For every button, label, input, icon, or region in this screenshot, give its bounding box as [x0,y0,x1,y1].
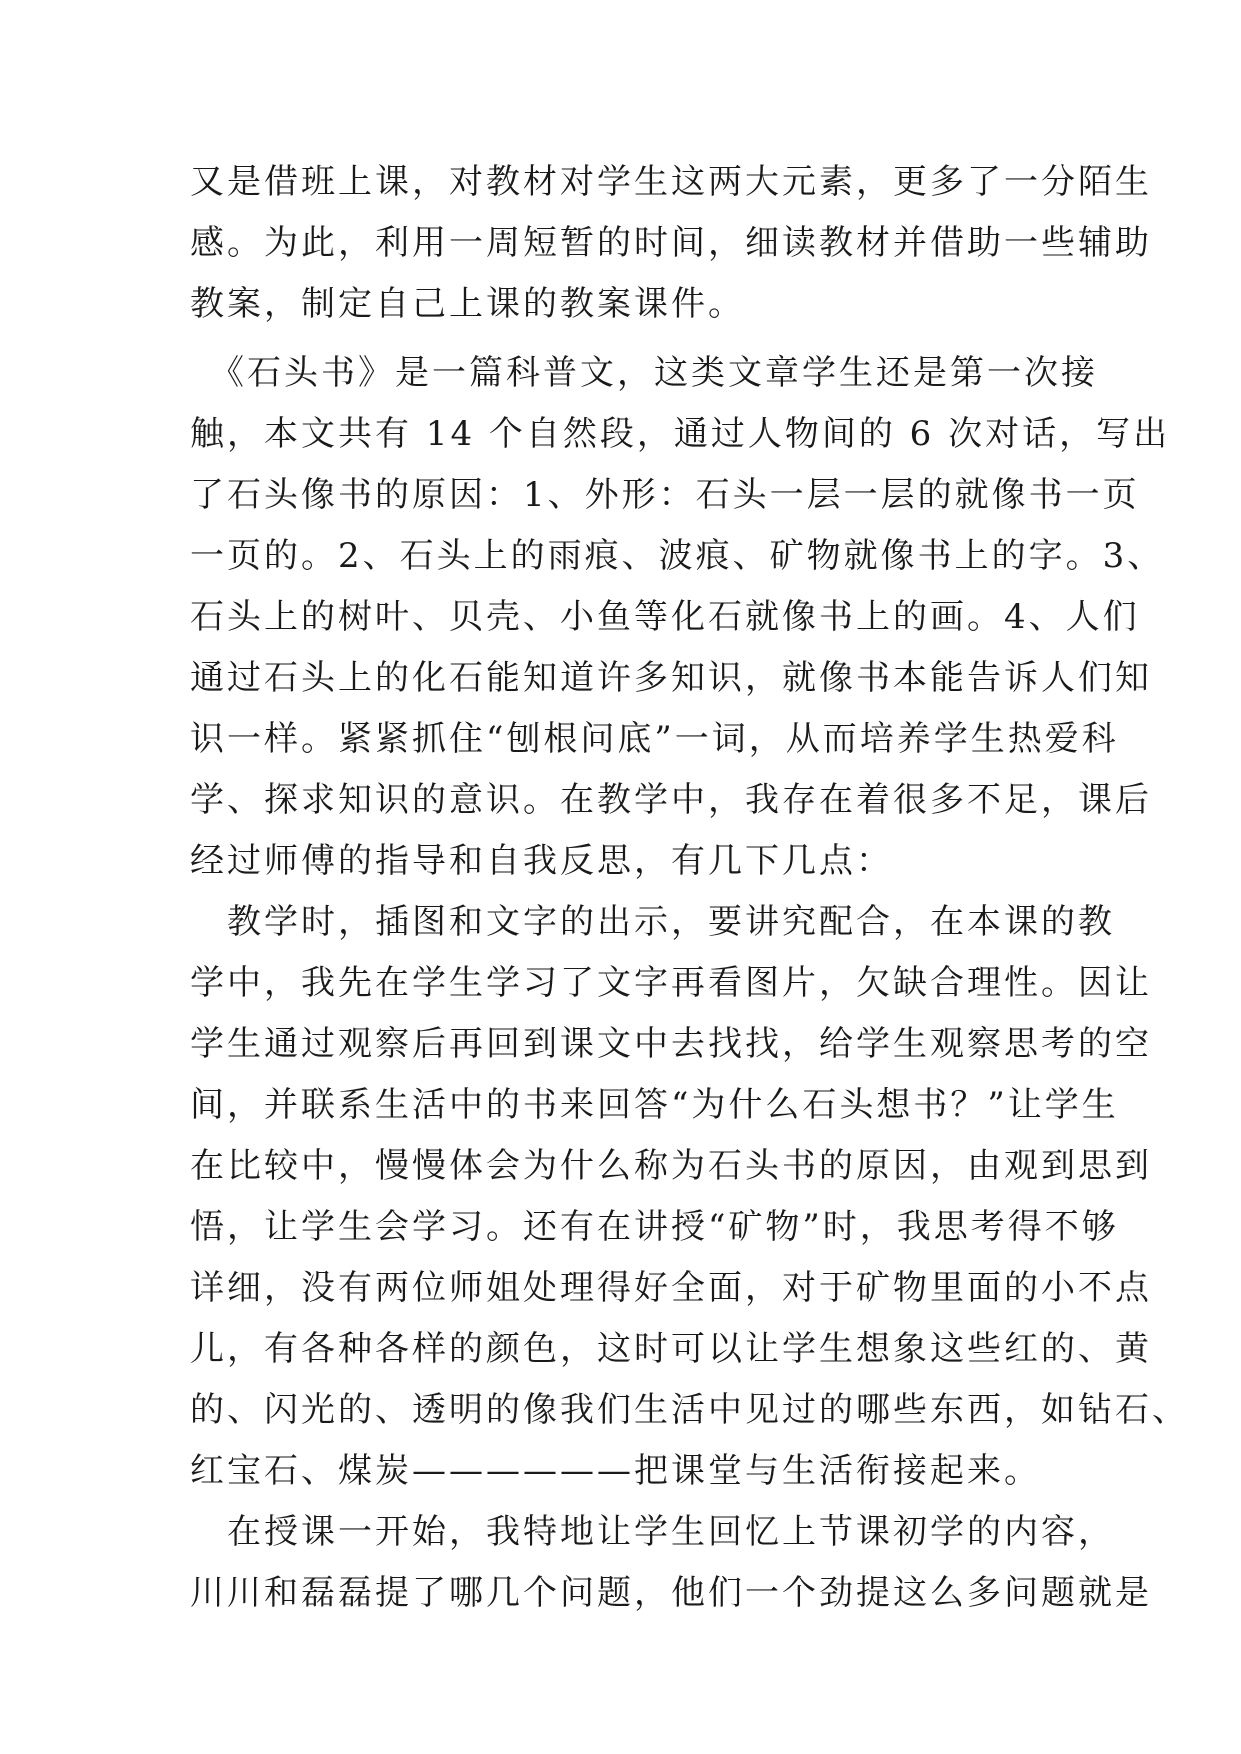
paragraph-2 [190,343,1171,892]
text-line: 触，本文共有 14 个自然段，通过人物间的 6 次对话，写出 [190,414,1171,454]
paragraph-3 [190,892,1189,1502]
text-line: 在比较中，慢慢体会为什么称为石头书的原因，由观到思到 [190,1146,1152,1186]
text-line: 识一样。紧紧抓住“刨根问底”一词，从而培养学生热爱科 [190,719,1119,759]
text-line: 在授课一开始，我特地让学生回忆上节课初学的内容， [190,1512,1115,1552]
text-line: 的、闪光的、透明的像我们生活中见过的哪些东西，如钻石、 [190,1390,1189,1430]
text-line: 了石头像书的原因：1、外形：石头一层一层的就像书一页 [190,475,1140,515]
text-line: 又是借班上课，对教材对学生这两大元素，更多了一分陌生 [190,162,1152,202]
text-line: 通过石头上的化石能知道许多知识，就像书本能告诉人们知 [190,658,1152,698]
text-line: 教学时，插图和文字的出示，要讲究配合，在本课的教 [190,902,1115,942]
text-line: 间，并联系生活中的书来回答“为什么石头想书？”让学生 [190,1085,1119,1125]
text-line: 红宝石、煤炭——————把课堂与生活衔接起来。 [190,1451,1041,1491]
text-line: 经过师傅的指导和自我反思，有几下几点： [190,841,893,881]
paragraph-4 [190,1502,1152,1624]
text-line: 儿，有各种各样的颜色，这时可以让学生想象这些红的、黄 [190,1329,1152,1369]
text-line: 石头上的树叶、贝壳、小鱼等化石就像书上的画。4、人们 [190,597,1140,637]
text-line: 学生通过观察后再回到课文中去找找，给学生观察思考的空 [190,1024,1152,1064]
text-line: 学、探求知识的意识。在教学中，我存在着很多不足，课后 [190,780,1152,820]
text-line: 教案，制定自己上课的教案课件。 [190,284,745,324]
text-line: 详细，没有两位师姐处理得好全面，对于矿物里面的小不点 [190,1268,1152,1308]
text-line: 学中，我先在学生学习了文字再看图片，欠缺合理性。因让 [190,963,1152,1003]
text-line: 《石头书》是一篇科普文，这类文章学生还是第一次接 [190,353,1098,393]
paragraph-1 [190,152,1152,335]
paragraph-spacer [190,335,1050,343]
text-line: 川川和磊磊提了哪几个问题，他们一个劲提这么多问题就是 [190,1573,1152,1613]
text-line: 一页的。2、石头上的雨痕、波痕、矿物就像书上的字。3、 [190,536,1165,576]
document-body [190,152,1189,1624]
text-line: 悟，让学生会学习。还有在讲授“矿物”时，我思考得不够 [190,1207,1119,1247]
text-line: 感。为此，利用一周短暂的时间，细读教材并借助一些辅助 [190,223,1152,263]
